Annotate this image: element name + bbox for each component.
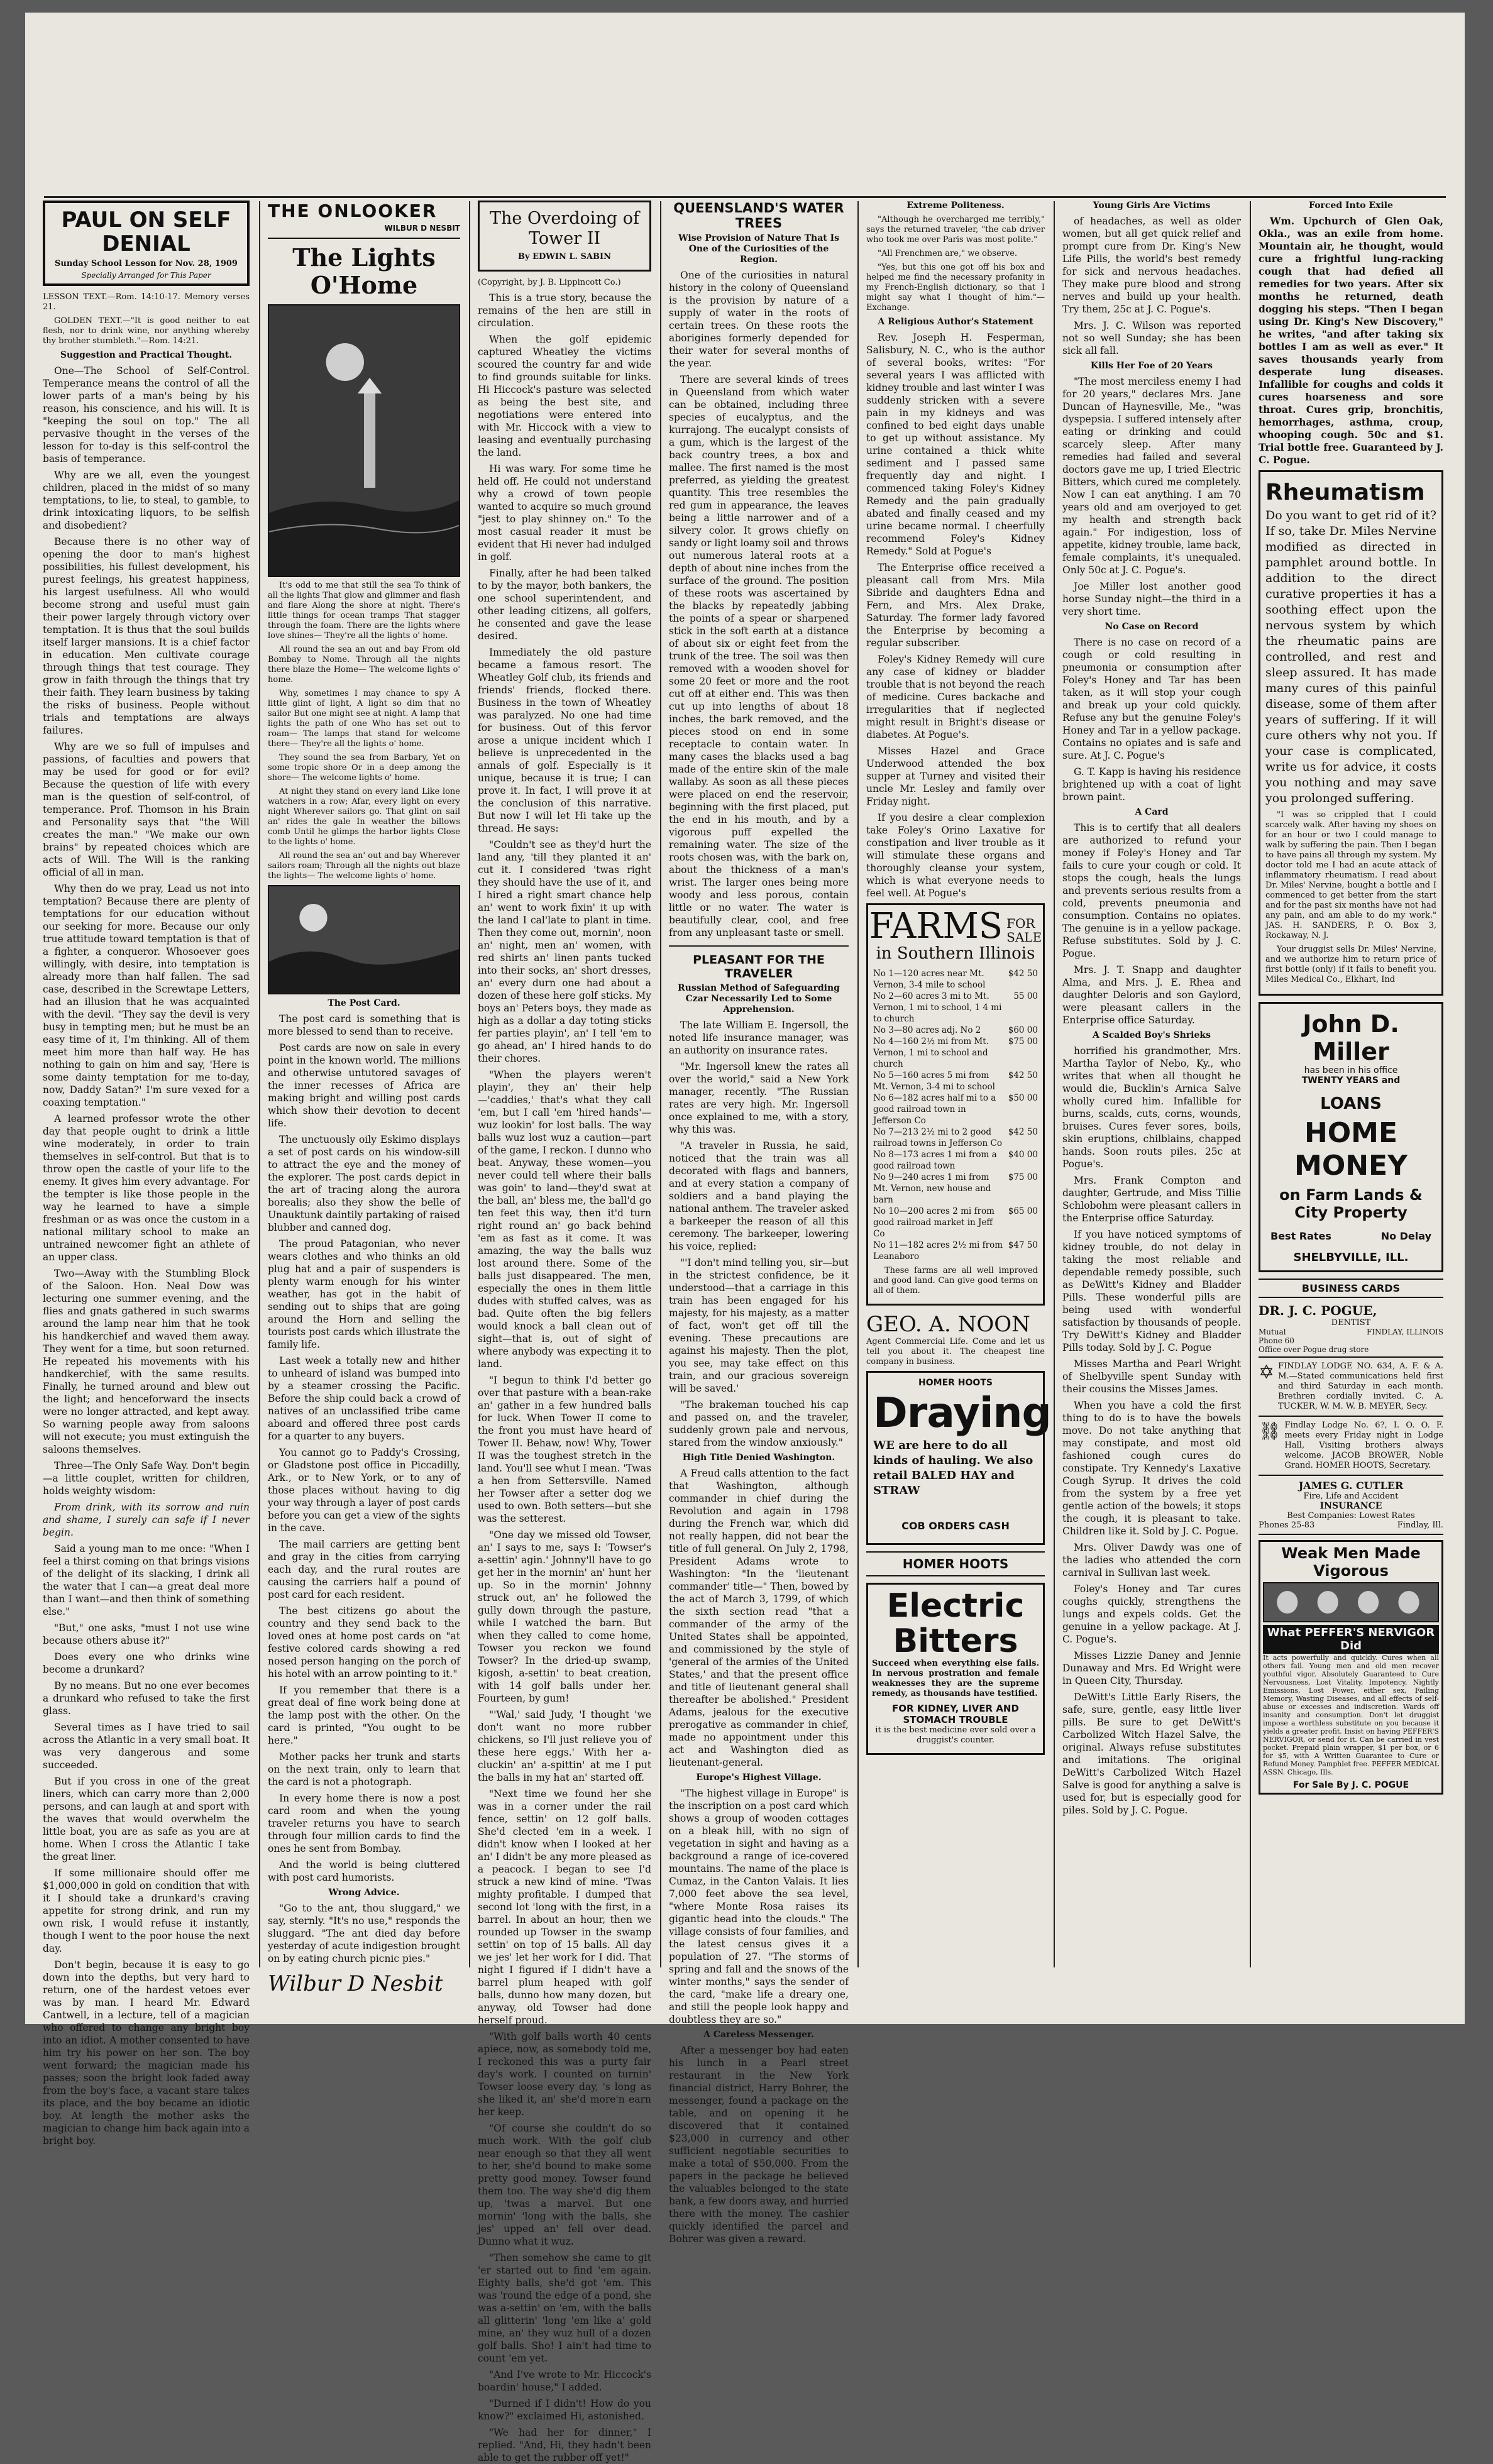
- wrong-advice-title: Wrong Advice.: [328, 1888, 400, 1898]
- postcard-paragraph: Post cards are now on sale in every point in the known world. The millions and otherwise untutored savages of the inner recesses of Africa are making bright and willing post cards which show their devotion to decent life.: [268, 1042, 460, 1129]
- farm-desc: No 11—182 acres 2½ mi from Leanaboro: [873, 1240, 1003, 1262]
- politeness-paragraph: "Yes, but this one got off his box and helped me find the necessary profanity in my French-English dictionary, so that I might say what I thought of him."—Exchange.: [866, 263, 1045, 312]
- tower-paragraph: "Of course she couldn't do so much work. With the golf club near enough so that they all went to her, she'd bound to make some pretty good money. Towser found them too. The way she'd dig them up, 'twas a marvel. But one mornin' 'long with the balls, she jes' upped an' fell over dead. Dunno what it wuz.: [478, 2123, 651, 2247]
- kills-title: Kills Her Foe of 20 Years: [1090, 361, 1213, 371]
- ss-paragraph: By no means. But no one ever becomes a drunkard who refused to take the first glass.: [43, 1680, 250, 1717]
- ss-paragraph: From drink, with its sorrow and ruin and shame, I surely can safe if I never begin.: [43, 1502, 250, 1538]
- postcard-paragraph: The proud Patagonian, who never wears clothes and who thinks an old plug hat and a pair of suspenders is plenty warm enough for his winter weather, has got in the habit of sending out to ships that are going around the Horn and selling the tourists post cards which illustrate the family life.: [268, 1238, 460, 1350]
- peffer-title: What PEFFER'S NERVIGOR Did: [1263, 1625, 1439, 1654]
- politeness-paragraph: "Although he overcharged me terribly," says the returned traveler, "the cab driver who took me over Paris was most polite.": [866, 215, 1045, 245]
- farm-desc: No 7—213 2½ mi to 2 good railroad towns in Jefferson Co: [873, 1127, 1002, 1148]
- cutler-insurance: INSURANCE: [1319, 1501, 1382, 1511]
- tower-paragraph: Hi was wary. For some time he held off. He could not understand why a crowd of town people wanted to acquire so much ground "jest to play shinney on." To the most casual reader it must be evident that Hi never had indulged in golf.: [478, 463, 651, 563]
- dewitt-risers: DeWitt's Little Early Risers, the safe, sure, gentle, easy little liver pills. Be sure to get DeWitt's Carbolized Witch Hazel Salve, the original. Always refuse substitutes and imitations. The original DeWitt's Carbolized Witch Hazel Salve is good for anything a salve is used for, but is especially good for piles. Sold by J. C. Pogue.: [1062, 1691, 1241, 1816]
- water-trees-title: QUEENSLAND'S WATER TREES: [673, 201, 844, 231]
- ss-paragraph: Why are we all, even the youngest children, placed in the midst of so many temptations, to lie, to steal, to gamble, to drink intoxicating liquors, to be selfish and disobedient?: [43, 470, 250, 531]
- ss-paragraph: Two—Away with the Stumbling Block of the Saloon. Hon. Neal Dow was lecturing one summer evening, and the flies and gnats gathered in such swarms around the lamp near him that he took his handkerchief and waved them away. They went for a time, but soon returned. He repeated his movements with his handkerchief, with the same results. Finally, he turned around and blew out the light; and henceforward the insects were no longer attracted, and kept away. So warning people away from saloons will not execute; you must extinguish the saloons themselves.: [43, 1268, 250, 1455]
- tower-header: [478, 201, 651, 272]
- farm-price: $42 50: [1008, 1070, 1038, 1081]
- miller-ad: [1259, 1002, 1443, 1272]
- pogue-city: FINDLAY, ILLINOIS: [1366, 1328, 1443, 1336]
- postcard-paragraph: The unctuously oily Eskimo displays a set of post cards on his window-sill to attract the eye and the money of the explorer. The post cards depict in the art of tracing along the aurora borealis; also they show the belle of Unauktunk daintily partaking of raised blubber and canned dog.: [268, 1134, 460, 1233]
- messenger-title: A Careless Messenger.: [703, 2030, 814, 2040]
- cutler-best: Best Companies: Lowest Rates: [1287, 1511, 1415, 1521]
- bitters-title: Bitters: [893, 1622, 1018, 1660]
- farm-listing: [873, 1206, 1038, 1240]
- traveler-paragraph: "'I don't mind telling you, sir—but in the strictest confidence, be it understood—that a carriage in this train has been engaged for his majesty, for his majesty, as a matter of fact, won't get off till the evening. These precautions are against his majesty. Then the plot, you see, may take effect on this train, and our gracious sovereign will be saved.': [669, 1257, 849, 1394]
- tower-copyright: (Copyright, by J. B. Lippincott Co.): [478, 278, 621, 287]
- farm-price: $65 00: [1008, 1206, 1038, 1216]
- traveler-paragraph: "The brakeman touched his cap and passed on, and the traveler, suddenly grown pale and nervous, stared from the window anxiously.": [669, 1399, 849, 1448]
- pogue-office: Office over Pogue drug store: [1259, 1345, 1369, 1354]
- farm-desc: No 1—120 acres near Mt. Vernon, 3-4 mile to school: [873, 969, 986, 990]
- column-rule: [469, 201, 470, 1967]
- tower-byline: By EDWIN L. SABIN: [518, 252, 611, 261]
- farm-listing: [873, 1172, 1038, 1206]
- tower-paragraph: "One day we missed old Towser, an' I says to me, says I: 'Towser's a-settin' agin.' Johnny'll have to go get her in the mornin' an' hunt her up. So in the mornin' Johnny struck out, an' he followed the gully down through the pasture, while I watched the barn. But when they called to come home, Towser you reckon we found Towser? In the dried-up swamp, kigosh, a-settin' to beat creation, with 14 golf balls under her. Fourteen, by gum!: [478, 1529, 651, 1704]
- bitters-foot: it is the best medicine ever sold over a druggist's counter.: [875, 1725, 1036, 1745]
- ss-paragraph: Does every one who drinks wine become a drunkard?: [43, 1651, 250, 1675]
- pogue-row: [1259, 1328, 1443, 1336]
- ss-paragraph: A learned professor wrote the other day that people ought to drink a little wine moderately, in order to train themselves in self-control. But that is to throw open the castle of your life to the enemy. It gives him every advantage. For the tempter is like those people in the way he learned to have a simple freshman or as was once the custom in a national military school to make an untrained newcomer fight an athlete of an upper class.: [43, 1113, 250, 1263]
- cutler-row: [1259, 1521, 1443, 1530]
- farm-listing: [873, 1036, 1038, 1070]
- portraits-illustration: [1263, 1582, 1439, 1622]
- farm-price: 55 00: [1013, 991, 1038, 1001]
- column-ads: [1253, 198, 1448, 1971]
- miller-name: John D. Miller: [1303, 1010, 1399, 1065]
- onlooker-title: THE ONLOOKER: [268, 201, 438, 221]
- divider: [669, 945, 849, 947]
- golden-text: GOLDEN TEXT.—"It is good neither to eat flesh, nor to drink wine, nor anything whereby thy brother stumbleth."—Rom. 14:21.: [43, 316, 250, 346]
- ss-paragraph: One—The School of Self-Control. Temperance means the control of all the lower parts of a man's being by his reason, his conscience, and his will. It is "keeping the soul on top." The all pervasive thought in the verses of the lesson for to-day is this self-control the basis of temperance.: [43, 365, 250, 465]
- postcard-paragraph: In every home there is now a post card room and when the young traveler returns you have to search through four million cards to find the ones he sent from Bombay.: [268, 1793, 460, 1854]
- no-case-body: There is no case on record of a cough or cold resulting in pneumonia or consumption after Foley's Honey and Tar has been taken, as it will stop your cough and break up your cold quickly. Refuse any but the genuine Foley's Honey and Tar in a yellow package. Contains no opiates and is safe and sure. At J. C. Pogue's: [1062, 637, 1241, 761]
- enterprise-note: The Enterprise office received a pleasant call from Mrs. Mila Sibride and daughters Edna and Fern, and Mrs. Alex Drake, Saturday. The former lady favored the Enterprise by becoming a regular subscriber.: [866, 562, 1045, 649]
- column-local-ads: [861, 198, 1050, 1971]
- farms-word: FARMS: [869, 906, 1003, 947]
- masonic-text: FINDLAY LODGE NO. 634, A. F. & A. M.—Stated communications held first and third Saturday in each month. Brethren cordially invited. C. A. TUCKER, W. M. W. B. MEYER, Secy.: [1278, 1361, 1443, 1411]
- wrong-advice-body: "Go to the ant, thou sluggard," we say, sternly. "It's no use," responds the sluggard. "The ant died day before yesterday of acute indigestion brought on by eating church picnic pies.": [268, 1903, 460, 1964]
- highway-title: Europe's Highest Village.: [696, 1773, 822, 1783]
- no-delay: No Delay: [1380, 1230, 1431, 1242]
- cutler-phones: Phones 25-83: [1259, 1521, 1315, 1530]
- tower-paragraph: "Couldn't see as they'd hurt the land any, 'till they planted it an' cut it. I considered 'twas right they should have the use of it, and I hired a right smart chance help an' went to work fixin' it up with the land I cal'late to plant in time. Then they come out, mornin', noon an' night, men an' women, with red shirts an' linen pants tucked into their socks, an' short dresses, an' every durn one had about a dozen of these here golf sticks. My boys an' Peters boys, they made as high as a dollar a day toting sticks fer parties playin', an' I tell 'em to go ahead, an' I hired hands to do their chores.: [478, 839, 651, 1064]
- rheumatism-ad: [1259, 470, 1443, 996]
- traveler-title: PLEASANT FOR THE TRAVELER: [693, 953, 825, 981]
- postcard-paragraph: You cannot go to Paddy's Crossing, or Gladstone post office in Piccadilly, Ark., or to New York, or to any of those places without having to dig your way through a layer of post cards before you can get a view of the sights in the cave.: [268, 1447, 460, 1534]
- ss-paragraph: If some millionaire should offer me $1,000,000 in gold on condition that with it I should take a drunkard's craving appetite for strong drink, and run my own risk, I would refuse it instantly, though I went to the poor house the next day.: [43, 1867, 250, 1954]
- tower-paragraph: "Then somehow she came to git 'er started out to find 'em again. Eighty balls, she'd got 'em. This was 'round the edge of a pond, she was a-settin' on 'em, with the balls all glitterin' 'long 'em like a' gold mine, an' they wuz hull of a dozen golf balls. Sho! I ain't had time to count 'em yet.: [478, 2252, 651, 2364]
- ss-paragraph: Why then do we pray, Lead us not into temptation? Because there are plenty of temptations for our education without our seeking for more. Because our only true attitude toward temptation is that of a fighter, a conqueror. Whosoever goes willingly, with desire, into temptation is already more than half fallen. The sad case, described in the Screwtape Letters, had an illusion that he was acquainted with the devil. "They say the devil is very busy in tempting men; but he must be an easy time of it, I'm thinking. All of them meet him more than half way. He has nothing to gain on him and say, 'Here is some dainty temptation for me to-day, now, Daddy Satan?' I'm sure vexed for a coaxing temptation.": [43, 883, 250, 1108]
- water-trees-sub: Wise Provision of Nature That Is One of the Curiosities of the Region.: [678, 233, 840, 265]
- messenger-body: After a messenger boy had eaten his lunch in a Pearl street restaurant in the New York financial district, Harry Bohrer, the messenger, found a package on the table, and on opening it he discovered that it contained $23,000 in currency and other sufficient negotiable securities to make a total of $50,000. From the papers in the package he believed the valuables belonged to the state bank, a few doors away, and hurried there with the money. The cashier quickly identified the parcel and Bohrer was given a reward.: [669, 2045, 849, 2245]
- cutler-name: JAMES G. CUTLER: [1298, 1480, 1404, 1492]
- weak-men: Weak Men Made Vigorous: [1281, 1544, 1421, 1580]
- poem-stanza: All round the sea an' out and bay Wherever sailors roam; Through all the nights out blaze the lights— The welcome lights o' home.: [268, 851, 460, 881]
- forced-body: Wm. Upchurch of Glen Oak, Okla., was an exile from home. Mountain air, he thought, would cure a frightful lung-racking cough that had defied all remedies for two years. After six months he returned, death dogging his steps. "Then I began using Dr. King's New Discovery," he writes, "and after taking six bottles I am as well as ever." It saves thousands yearly from desperate lung diseases. Infallible for coughs and colds it cures hoarseness and sore throat. Cures grip, bronchitis, hemorrhages, asthma, croup, whooping cough. 50c and $1. Trial bottle free. Guaranteed by J. C. Pogue.: [1259, 215, 1443, 466]
- compton-note: Mrs. Frank Compton and daughter, Gertrude, and Miss Tillie Schlobohm were pleasant callers in the Enterprise office Saturday.: [1062, 1175, 1241, 1224]
- pogue-phone: Phone 60: [1259, 1336, 1294, 1345]
- ss-paragraph: Three—The Only Safe Way. Don't begin—a little couplet, written for children, holds weighty wisdom:: [43, 1460, 250, 1497]
- dewitt-kidney: If you have noticed symptoms of kidney trouble, do not delay in taking the most reliable and dependable remedy possible, such as DeWitt's Kidney and Bladder Pills. These wonderful pills are being used with wonderful satisfaction by thousands of people. Try DeWitt's Kidney and Bladder Pills today. Sold by J. C. Pogue: [1062, 1229, 1241, 1353]
- postcard-paragraph: Mother packs her trunk and starts on the next train, only to learn that the card is not a photograph.: [268, 1751, 460, 1788]
- rheumatism-foot: Your druggist sells Dr. Miles' Nervine, and we authorize him to return price of first bottle (only) if it fails to benefit you. Miles Medical Co., Elkhart, Ind: [1265, 945, 1436, 984]
- farms-for-sale-ad: [866, 903, 1045, 1306]
- tower-paragraph: "We had her for dinner," I replied. "And, Hi, they hadn't been able to get the rubber off yet!": [478, 2427, 651, 2463]
- three-links-icon: ⛓: [1259, 1421, 1281, 1441]
- farm-listing: [873, 1240, 1038, 1262]
- pogue-name: DR. J. C. POGUE,: [1259, 1303, 1377, 1318]
- kills-body: "The most merciless enemy I had for 20 years," declares Mrs. Jane Duncan of Haynesville, Me., "was dyspepsia. I suffered intensely after eating or drinking and could scarcely sleep. After many remedies had failed and several doctors gave me up, I tried Electric Bitters, which cured me completely. Now I can eat anything. I am 70 years old and am overjoyed to get my health and strength back again." For indigestion, loss of appetite, kidney trouble, lame back, female complaints, it's unequaled. Only 50c at J. C. Pogue's.: [1062, 376, 1241, 576]
- draying-ad: [866, 1371, 1051, 1545]
- cutler-city: Findlay, Ill.: [1397, 1521, 1443, 1530]
- cutler-card: [1259, 1476, 1443, 1535]
- postcard-paragraph: If you remember that there is a great deal of fine work being done at the lamp post with the other. On the card is printed, "You ought to be here.": [268, 1685, 460, 1746]
- farms-location: in Southern Illinois: [876, 944, 1035, 963]
- cold-body: When you have a cold the first thing to do is to have the bowels move. Do not take anything that may constipate, and most old fashioned cough cures do constipate. Try Kennedy's Laxative Cough Syrup. It drives the cold from the system by a free yet gentle action of the bowels; it stops the cough, it is pleasant to take. Children like it. Sold by J. C. Pogue.: [1062, 1400, 1241, 1537]
- ss-paragraph: Several times as I have tried to sail across the Atlantic in a very small boat. It was very dangerous and some succeeded.: [43, 1722, 250, 1771]
- religious-body: Rev. Joseph H. Fesperman, Salisbury, N. C., who is the author of several books, writes: "For several years I was afflicted with kidney trouble and last winter I was suddenly stricken with a severe pain in my kidneys and was confined to bed eight days unable to get up without assistance. My urine contained a thick white sediment and I passed same frequently day and night. I commenced taking Foley's Kidney Remedy and the pain gradually abated and finally ceased and my urine became normal. I cheerfully recommend Foley's Kidney Remedy." Sold at Pogue's: [866, 332, 1045, 557]
- farms-heading: [869, 906, 1042, 947]
- loans: LOANS: [1320, 1094, 1382, 1113]
- sunday-school-subtitle: Sunday School Lesson for Nov. 28, 1909: [55, 259, 238, 268]
- column-rule: [259, 201, 260, 1967]
- card-title: A Card: [1135, 807, 1169, 817]
- farm-price: $47 50: [1008, 1240, 1038, 1250]
- draying-body: WE are here to do all kinds of hauling. We also retail BALED HAY and STRAW: [873, 1439, 1033, 1497]
- miller-line1: has been in his office: [1304, 1065, 1398, 1075]
- cutler-line: Fire, Life and Accident: [1303, 1492, 1399, 1501]
- washington-title: High Title Denied Washington.: [682, 1453, 835, 1463]
- tower-paragraph: "And I've wrote to Mr. Hiccock's boardin' house," I added.: [478, 2369, 651, 2393]
- tower-title: The Overdoing of Tower II: [490, 209, 639, 248]
- farm-listing: [873, 1092, 1038, 1126]
- noon-desc: Agent Commercial Life. Come and let us tell you about it. The cheapest line company in business.: [866, 1337, 1045, 1367]
- lighthouse-illustration: [268, 304, 460, 577]
- column-water-trees: [664, 198, 854, 2245]
- rheumatism-body: Do you want to get rid of it? If so, take Dr. Miles Nervine modified as directed in pamphlet around bottle. In addition to the direct curative properties it has a soothing effect upon the nervous system by which the rheumatic pains are controlled, and rest and sleep assured. It has made many cures of this painful disease, some of them after years of suffering. If it will cure others why not you. If your case is complicated, write us for advice, it costs you nothing and may save you prolonged suffering.: [1265, 509, 1436, 805]
- column-rule: [1250, 201, 1251, 1967]
- farms-for: FOR: [1006, 916, 1035, 931]
- peffer-body: It acts powerfully and quickly. Cures when all others fail. Young men and old men recover youthful vigor. Absolutely Guaranteed to Cure Nervousness, Lost Vitality, Impotency, Nightly Emissions, Lost Power, either sex, Failing Memory, Wasting Diseases, and all effects of self-abuse or excesses and indiscretion. Wards off insanity and consumption. Don't let druggist impose a worthless substitute on you because it yields a greater profit. Insist on having PEFFER'S NERVIGOR, or send for it. Can be carried in vest pocket. Prepaid plain wrapper, $1 per box, or 6 for $5, with A Written Guarantee to Cure or Refund Money. Pamphlet free. PEFFER MEDICAL ASSN. Chicago, Ills.: [1263, 1654, 1439, 1776]
- lesson-text: LESSON TEXT.—Rom. 14:10-17. Memory verses 21.: [43, 292, 250, 312]
- postcard-paragraph: The best citizens go about the country and they send back to the loved ones at home post cards on "at festive colored cards showing a red nosed person hanging on the porch of his hotel with an arrow pointing to it.": [268, 1605, 460, 1680]
- electric-title: Electric: [886, 1587, 1025, 1625]
- farm-desc: No 3—80 acres adj. No 2: [873, 1025, 981, 1035]
- farm-price: $50 00: [1008, 1093, 1038, 1103]
- draying-title: Draying: [873, 1389, 1051, 1437]
- pogue-title: DENTIST: [1331, 1318, 1371, 1328]
- homer-top: HOMER HOOTS: [918, 1378, 993, 1388]
- joe-miller-note: Joe Miller lost another good horse Sunday night—the third in a very short time.: [1062, 581, 1241, 617]
- poem-stanza: Why, sometimes I may chance to spy A little glint of light, A light so dim that no sailor But one might see at night. A lamp that lights the path of one Who has set out to roam— The lamps that stand for welcome there— They're all the lights o' home.: [268, 689, 460, 749]
- farm-desc: No 2—60 acres 3 mi to Mt. Vernon, 1 mi to school, 1 4 mi to church: [873, 991, 1002, 1024]
- ss-paragraph: But if you cross in one of the great liners, which can carry more than 2,000 persons, and can laugh at and sport with the waves that would overwhelm the little boat, you are as safe as you are at home. When I cross the Atlantic I take the great liner.: [43, 1776, 250, 1862]
- sunday-school-title: PAUL ON SELF DENIAL: [61, 207, 231, 256]
- postcard-paragraph: And the world is being cluttered with post card humorists.: [268, 1859, 460, 1883]
- ioof-card: [1259, 1417, 1443, 1476]
- postcard-title: The Post Card.: [328, 998, 400, 1008]
- homer-bottom: HOMER HOOTS: [866, 1551, 1045, 1576]
- farm-price: $40 00: [1008, 1150, 1038, 1160]
- ss-paragraph: "But," one asks, "must I not use wine because others abuse it?": [43, 1622, 250, 1646]
- poem-stanza: It's odd to me that still the sea To think of all the lights That glow and glimmer and flash and flare Along the shore at night. There's little things for ocean tramps That stagger through the foam. There are the lights where love shines— They're all the lights o' home.: [268, 581, 460, 641]
- tower-paragraph: Finally, after he had been talked to by the mayor, both bankers, the one school superintendent, and other leading citizens, all golfers, he consented and gave the lease desired.: [478, 568, 651, 642]
- column-rule: [1054, 201, 1055, 1967]
- scalded-body: horrified his grandmother, Mrs. Martha Taylor of Nebo, Ky., who writes that when all thought he would die, Bucklin's Arnica Salve wholly cured him. Infallible for burns, scalds, cuts, corns, wounds, bruises. Cures fever sores, boils, skin eruptions, chilblains, chapped hands. Soon routs piles. 25c at Pogue's.: [1062, 1045, 1241, 1170]
- religious-title: A Religious Author's Statement: [878, 317, 1033, 327]
- farm-price: $42 50: [1008, 969, 1038, 979]
- column-tower: [473, 198, 656, 2463]
- miller-line2: TWENTY YEARS and: [1301, 1075, 1401, 1086]
- traveler-paragraph: "Mr. Ingersoll knew the rates all over the world," said a New York manager, recently. "The Russian rates are very high. Mr. Ingersoll once explained to me, with a story, why this was.: [669, 1061, 849, 1135]
- bitters-kidney: FOR KIDNEY, LIVER AND STOMACH TROUBLE: [892, 1703, 1019, 1725]
- scalded-title: A Scalded Boy's Shrieks: [1093, 1030, 1211, 1040]
- farm-listing: [873, 991, 1038, 1025]
- ss-paragraph: Why are we so full of impulses and passions, of faculties and powers that may be used for good or for evil? Because the question of life with every man is the question of self-control, of temperance. Prof. Thomson in his Brain and Personality says that "the Will creates the man." "We make our own brains" by repeated choices which are acts of Will. The Will is the ranking official of all in man.: [43, 741, 250, 878]
- farm-listing: [873, 1149, 1038, 1172]
- misses-hazel: Misses Hazel and Grace Underwood attended the box supper at Turney and visited their uncle Mr. Lesley and family over Friday night.: [866, 745, 1045, 807]
- farm-listing: [873, 1025, 1038, 1036]
- shelbyville: SHELBYVILLE, ILL.: [1293, 1251, 1409, 1264]
- water-trees-paragraph: One of the curiosities in natural history in the colony of Queensland is the provision by nature of a supply of water in the roots of certain trees. On these roots the aborigines formerly depended for their water for several months of the year.: [669, 270, 849, 369]
- ss-paragraph: Said a young man to me once: "When I feel a thirst coming on that brings visions of the delight of its slacking, I drink all the water that I can—a great deal more than I want—and then think of something else.": [43, 1543, 250, 1617]
- tower-paragraph: "Durned if I didn't! How do you know?" exclaimed Hi, astonished.: [478, 2398, 651, 2422]
- wright-note: Misses Martha and Pearl Wright of Shelbyville spent Sunday with their cousins the Misses James.: [1062, 1358, 1241, 1395]
- farm-desc: No 5—160 acres 5 mi from Mt. Vernon, 3-4 mi to school: [873, 1070, 995, 1092]
- farm-price: $75 00: [1008, 1037, 1038, 1047]
- traveler-sub: Russian Method of Safeguarding Czar Necessarily Led to Some Apprehension.: [678, 983, 840, 1015]
- column-sunday-school: [38, 198, 255, 2147]
- farms-for-sale: [1006, 916, 1042, 944]
- rheumatism-testimony: "I was so crippled that I could scarcely walk. After having my shoes on for an hour or two I could manage to walk by suffering the pain. Then I began to have pains all through my system. My doctor told me I had an acute attack of inflammatory rheumatism. I read about Dr. Miles' Nervine, bought a bottle and I commenced to get better from the start and for the past six months have not had any pain, and am able to do my work." JAS. H. SANDERS, P. O. Box 3, Rockaway, N. J.: [1265, 810, 1436, 940]
- column-rule: [660, 201, 661, 1967]
- orino-laxative: If you desire a clear complexion take Foley's Orino Laxative for constipation and liver trouble as it will stimulate these organs and thoroughly cleanse your system, which is what everyone needs to feel well. At Pogue's: [866, 812, 1045, 899]
- bitters-body: Succeed when everything else fails. In nervous prostration and female weaknesses they are the supreme remedy, as thousands have testified.: [872, 1659, 1039, 1698]
- masonic-card: [1259, 1358, 1443, 1417]
- wilson-note: Mrs. J. C. Wilson was reported not so well Sunday; she has been sick all fall.: [1062, 320, 1241, 356]
- tower-paragraph: "When the players weren't playin', they an' their help—'caddies,' that's what they call 'em, but I call 'em 'hired hands'—wuz lookin' for lost balls. The way balls wuz lost wuz a caution—part of the game, I reckon. I dunno who beat. Anyway, these women—you never could tell where their balls was goin' to land—they'd swat at the ball, an' bless me, the ball'd go ten feet this way, then it'd turn right round an' go back behind 'em as fast as it come. It was amazing, the way the balls wuz lost around there. Some of the balls just disappeared. The men, especially the ones in them little dudes with stuffed calves, was as bad. Quite often the big fellers would knock a ball clean out of sight—that is, out of sight of where anybody was expecting it to land.: [478, 1069, 651, 1370]
- ss-paragraph: Because there is no other way of opening the door to man's highest possibilities, his fullest development, his purest feelings, his greatest happiness, his largest usefulness. All who would become strong and useful must gain their power largely through victory over temptation. It is thus that the soul builds itself larger mansions. It is a chief factor in education. Men cultivate courage through things that test courage. They grow in faith through the things that try their faith. They learn business by taking the risks of business. People without trials and temptations are always failures.: [43, 536, 250, 736]
- washington-body: A Freud calls attention to the fact that Washington, although commander in chief during the Revolution and again in 1798 during the French war, which did not really happen, did not bear the title of full general. On July 2, 1798, President Adams wrote to Washington: "In the 'lieutenant commander' title—" Then, bowed by the act of March 3, 1799, of which the sixth section read "that a commander of the army of the United States shall be appointed, and commissioned by the style of 'general of the armies of the United States,' and that the present office and title of lieutenant general shall thereafter be abolished." President Adams, jealous for the executive prerogative as commander in chief, made no appointment under this act and Washington died as lieutenant-general.: [669, 1468, 849, 1768]
- column-onlooker: [263, 198, 465, 1996]
- foley-tar: Foley's Honey and Tar cures coughs quickly, strengthens the lungs and expels colds. Get the genuine in a yellow package. At J. C. Pogue's.: [1062, 1583, 1241, 1645]
- tower-paragraph: "With golf balls worth 40 cents apiece, now, as somebody told me, I reckoned this was a purty fair day's work. I counted on turnin' Towser loose every day, 's long as she liked it, an' she'd more'n earn her keep.: [478, 2031, 651, 2118]
- business-cards-title: BUSINESS CARDS: [1259, 1279, 1443, 1298]
- tower-paragraph: This is a true story, because the remains of the hen are still in circulation.: [478, 292, 651, 329]
- farm-desc: No 9—240 acres 1 mi from Mt. Vernon, new house and barn: [873, 1172, 991, 1205]
- cob-orders: COB ORDERS CASH: [901, 1520, 1010, 1532]
- politeness-title: Extreme Politeness.: [906, 201, 1005, 211]
- farm-price: $60 00: [1008, 1025, 1038, 1035]
- highway-body: "The highest village in Europe" is the inscription on a post card which shows a group of wooden cottages on a bleak hill, with no sign of vegetation in sight and having as a background a range of ice-covered mountains. The name of the place is Cumaz, in the Canton Valais. It lies 7,000 feet above the sea level, "where Monte Rosa raises its gigantic head into the clouds." The village consists of four families, and the latest census gives it a population of 27. "The storms of spring and fall and the snows of the winter months," says the sender of the card, "make life a dreary one, and still the people look happy and doubtless they are so.": [669, 1788, 849, 2025]
- poem-stanza: All round the sea an out and bay From old Bombay to Nome. Through all the nights there blaze the Home— The welcome lights o' home.: [268, 645, 460, 685]
- farm-listing: [873, 968, 1038, 991]
- home-money: HOME MONEY: [1294, 1117, 1408, 1182]
- ioof-text: Findlay Lodge No. 6?, I. O. O. F. meets every Friday night in Lodge Hall, Visiting brothers always welcome. JACOB BROWER, Noble Grand. HOMER HOOTS, Secretary.: [1284, 1421, 1443, 1470]
- author-signature: Wilbur D Nesbit: [268, 1971, 443, 1996]
- farm-list: [873, 968, 1038, 1262]
- postcard-paragraph: The post card is something that is more blessed to send than to receive.: [268, 1013, 460, 1037]
- pogue-mutual: Mutual: [1259, 1328, 1286, 1336]
- square-compass-icon: ✡: [1259, 1361, 1275, 1383]
- rheumatism-title: Rheumatism: [1265, 480, 1425, 505]
- poem-stanza: They sound the sea from Barbary, Yet on some tropic shore Or in a deep among the shore— The welcome lights o' home.: [268, 753, 460, 783]
- peffer-ad: [1259, 1540, 1443, 1795]
- politeness-paragraph: "All Frenchmen are," we observe.: [878, 249, 1018, 258]
- dawdy-note: Mrs. Oliver Dawdy was one of the ladies who attended the corn carnival in Sullivan last week.: [1062, 1542, 1241, 1578]
- electric-bitters-ad: [866, 1583, 1045, 1755]
- kapp-note: G. T. Kapp is having his residence brightened up with a coat of light brown paint.: [1062, 766, 1241, 803]
- farms-footer: These farms are all well improved and good land. Can give good terms on all of them.: [873, 1266, 1038, 1295]
- onlooker-byline: WILBUR D NESBIT: [384, 224, 460, 233]
- peffer-sold: For Sale By J. C. POGUE: [1292, 1780, 1409, 1790]
- farm-price: $42 50: [1008, 1127, 1038, 1137]
- newspaper-page: [25, 13, 1465, 2463]
- best-rates: Best Rates: [1270, 1230, 1331, 1242]
- onlooker-masthead: [268, 201, 460, 239]
- young-girls-title: Young Girls Are Victims: [1093, 201, 1211, 211]
- farm-lands: on Farm Lands & City Property: [1279, 1186, 1423, 1221]
- sunday-school-header: [43, 201, 250, 286]
- farm-listing: [873, 1070, 1038, 1092]
- snapp-note: Mrs. J. T. Snapp and daughter Alma, and Mrs. J. E. Rhea and daughter Deloris and son Gaylord, were pleasant callers in the Enterprise office Saturday.: [1062, 964, 1241, 1026]
- tower-paragraph: "'Wal,' said Judy, 'I thought 'we don't want no more rubber chickens, so I'll just relieve you of these here eggs.' With her a-cluckin' an' a-spittin' at me I put the balls in my hat an' started off.: [478, 1709, 651, 1783]
- sunday-school-note: Specially Arranged for This Paper: [81, 271, 211, 280]
- pogue-card: [1259, 1301, 1443, 1358]
- postcard-paragraph: Last week a totally new and hither to unheard of island was bumped into by a steamer crossing the Pacific. Before the ship could back a crowd of natives of an unclassified tribe came aboard and offered three post cards for a quarter to any buyers.: [268, 1355, 460, 1442]
- farm-price: $75 00: [1008, 1172, 1038, 1182]
- poem-stanza: At night they stand on every land Like lone watchers in a row; Afar, every light on every night Wherever sailors go. That glint on sail an' rides the gale In weather the billows comb Until he glimps the harbor lights Close to the lights o' home.: [268, 787, 460, 847]
- farm-desc: No 10—200 acres 2 mi from good railroad market in Jeff Co: [873, 1206, 994, 1239]
- traveler-paragraph: The late William E. Ingersoll, the noted life insurance manager, was an authority on insurance rates.: [669, 1020, 849, 1056]
- foley-kidney: Foley's Kidney Remedy will cure any case of kidney or bladder trouble that is not beyond the reach of medicine. Cures backache and irregularities that if neglected might result in Bright's disease or diabetes. At Pogue's.: [866, 654, 1045, 740]
- farm-listing: [873, 1126, 1038, 1149]
- tower-paragraph: "I begun to think I'd better go over that pasture with a bean-rake an' gather in a few hundred balls for luck. When Tower II come to the front you must have heard of Tower II. Behaw, now! Why, Tower II was the toughest stretch in the land. You'll see whut I mean. 'Twas a hen from Settersville. Named her Towser after a setter dog we used to own. Both setters—but she was the setterest.: [478, 1375, 651, 1524]
- rates-row: [1270, 1230, 1431, 1242]
- tower-paragraph: When the golf epidemic captured Wheatley the victims scoured the country far and wide to find grounds suitable for links. Hi Hiccock's pasture was selected as being the best site, and negotiations were entered into with Mr. Hiccock with a view to leasing and eventually purchasing the land.: [478, 334, 651, 458]
- noon-name: GEO. A. NOON: [866, 1312, 1030, 1337]
- column-local-notes: [1057, 198, 1246, 1971]
- moon-scene-illustration: [268, 885, 460, 994]
- column-rule: [857, 201, 859, 1967]
- water-trees-paragraph: There are several kinds of trees in Queensland from which water can be obtained, including three species of eucalyptus, and the kurrajong. The eucalypt consists of a gum, which is the largest of the back country trees, a box and mallee. The first named is the most preferred, as yielding the greatest quantity. This tree resembles the red gum in appearance, the leaves being a little narrower and of a silvery color. It grows chiefly on sandy or light loamy soil and throws out numerous lateral roots at a depth of about nine inches from the surface of the ground. The position of these roots was ascertained by the blacks by repeatedly jabbing the points of a spear or sharpened stick in the soft earth at a distance of about six or eight feet from the trunk of the tree. The soil was then removed with a wooden shovel for some 20 feet or more and the root cut off at either end. This was then cut up into lengths of about 18 inches, the bark removed, and the pieces stood on end in some receptacle to contain water. In many cases the blacks used a bag made of the entire skin of the male wallaby. As soon as all these pieces were placed on end the reservoir, beginning with the first placed, put the end in his mouth, and by a vigorous puff expelled the remaining water. The size of the roots chosen was, with the bark on, about the thickness of a man's wrist. The larger ones being more woody and less porous, contain little or no water. The water is beautifully clear, cool, and free from any unpleasant taste or smell.: [669, 374, 849, 938]
- farm-desc: No 6—182 acres half mi to a good railroad town in Jefferson Co: [873, 1093, 996, 1126]
- traveler-paragraph: "A traveler in Russia, he said, noticed that the train was all decorated with flags and banners, and at every station a company of soldiers and a band playing the national anthem. The traveler asked a barkeeper the reason of all this ceremony. The barkeeper, lowering his voice, replied:: [669, 1140, 849, 1252]
- young-girls: of headaches, as well as older women, but all get quick relief and prompt cure from Dr. King's New Life Pills, the world's best remedy for sick and nervous headaches. They make pure blood and strong nerves and build up your health. Try them, 25c at J. C. Pogue's.: [1062, 216, 1241, 315]
- card-body: This is to certify that all dealers are authorized to refund your money if Foley's Honey and Tar fails to cure your cough or cold. It stops the cough, heals the lungs and prevents serious results from a cold, prevents pneumonia and consumption. Contains no opiates. The genuine is in a yellow package. Refuse substitutes. Sold by J. C. Pogue.: [1062, 822, 1241, 959]
- ss-paragraph: Don't begin, because it is easy to go down into the depths, but very hard to return, one of the hardest vetoes ever was by man. I heard Mr. Edward Cantwell, in a lecture, tell of a magician who offered to change any bright boy into an idiot. A mother consented to have him try his power on her son. The boy went forward; the magician made his passes; soon the bright look faded away from the boy's face, a vacant stare takes its place, and the boy became an idiotic boy. At length the mother asks the magician to change him back again into a bright boy.: [43, 1959, 250, 2147]
- forced-title: Forced Into Exile: [1309, 201, 1393, 211]
- daney-note: Misses Lizzie Daney and Jennie Dunaway and Mrs. Ed Wright were in Queen City, Thursday.: [1062, 1650, 1241, 1686]
- tower-paragraph: Immediately the old pasture became a famous resort. The Wheatley Golf club, its friends and friends' friends, flocked there. Business in the town of Wheatley was paralyzed. No one had time for business. Out of this fervor arose a unique incident which I believe is unprecedented in the annals of golf. Especially is it unique, because it is true; I can prove it. In fact, I will prove it at the conclusion of this narrative. But now I will let Hi take up the thread. He says:: [478, 647, 651, 834]
- tower-paragraph: "Next time we found her she was in a corner under the rail fence, settin' on 12 golf balls. She'd clected 'em in a week. I didn't know when I looked at her an' I didn't be any more pleased as a peacock. I began to see I'd struck a new kind of mine. 'Twas mighty profitable. I dumped that second lot 'long with the first, in a barrel. In about an hour, then we rounded up Towser in the swamp settin' on top of 15 balls. All day we jes' let her work for I did. That night I figured if I didn't have a barrel plum heaped with golf balls, dunno how many dozen, but anyway, old Towser had done herself proud.: [478, 1788, 651, 2026]
- postcard-paragraph: The mail carriers are getting bent and gray in the cities from carrying each day, and the rural routes are causing the carriers half a pound of post card for each resident.: [268, 1539, 460, 1600]
- farms-sale: SALE: [1006, 930, 1042, 945]
- no-case-title: No Case on Record: [1105, 622, 1199, 632]
- farm-desc: No 8—173 acres 1 mi from a good railroad town: [873, 1150, 997, 1171]
- farm-desc: No 4—160 2½ mi from Mt. Vernon, 1 mi to school and church: [873, 1037, 989, 1069]
- sunday-school-heading: Suggestion and Practical Thought.: [60, 350, 233, 360]
- poem-title: The Lights O'Home: [292, 243, 436, 299]
